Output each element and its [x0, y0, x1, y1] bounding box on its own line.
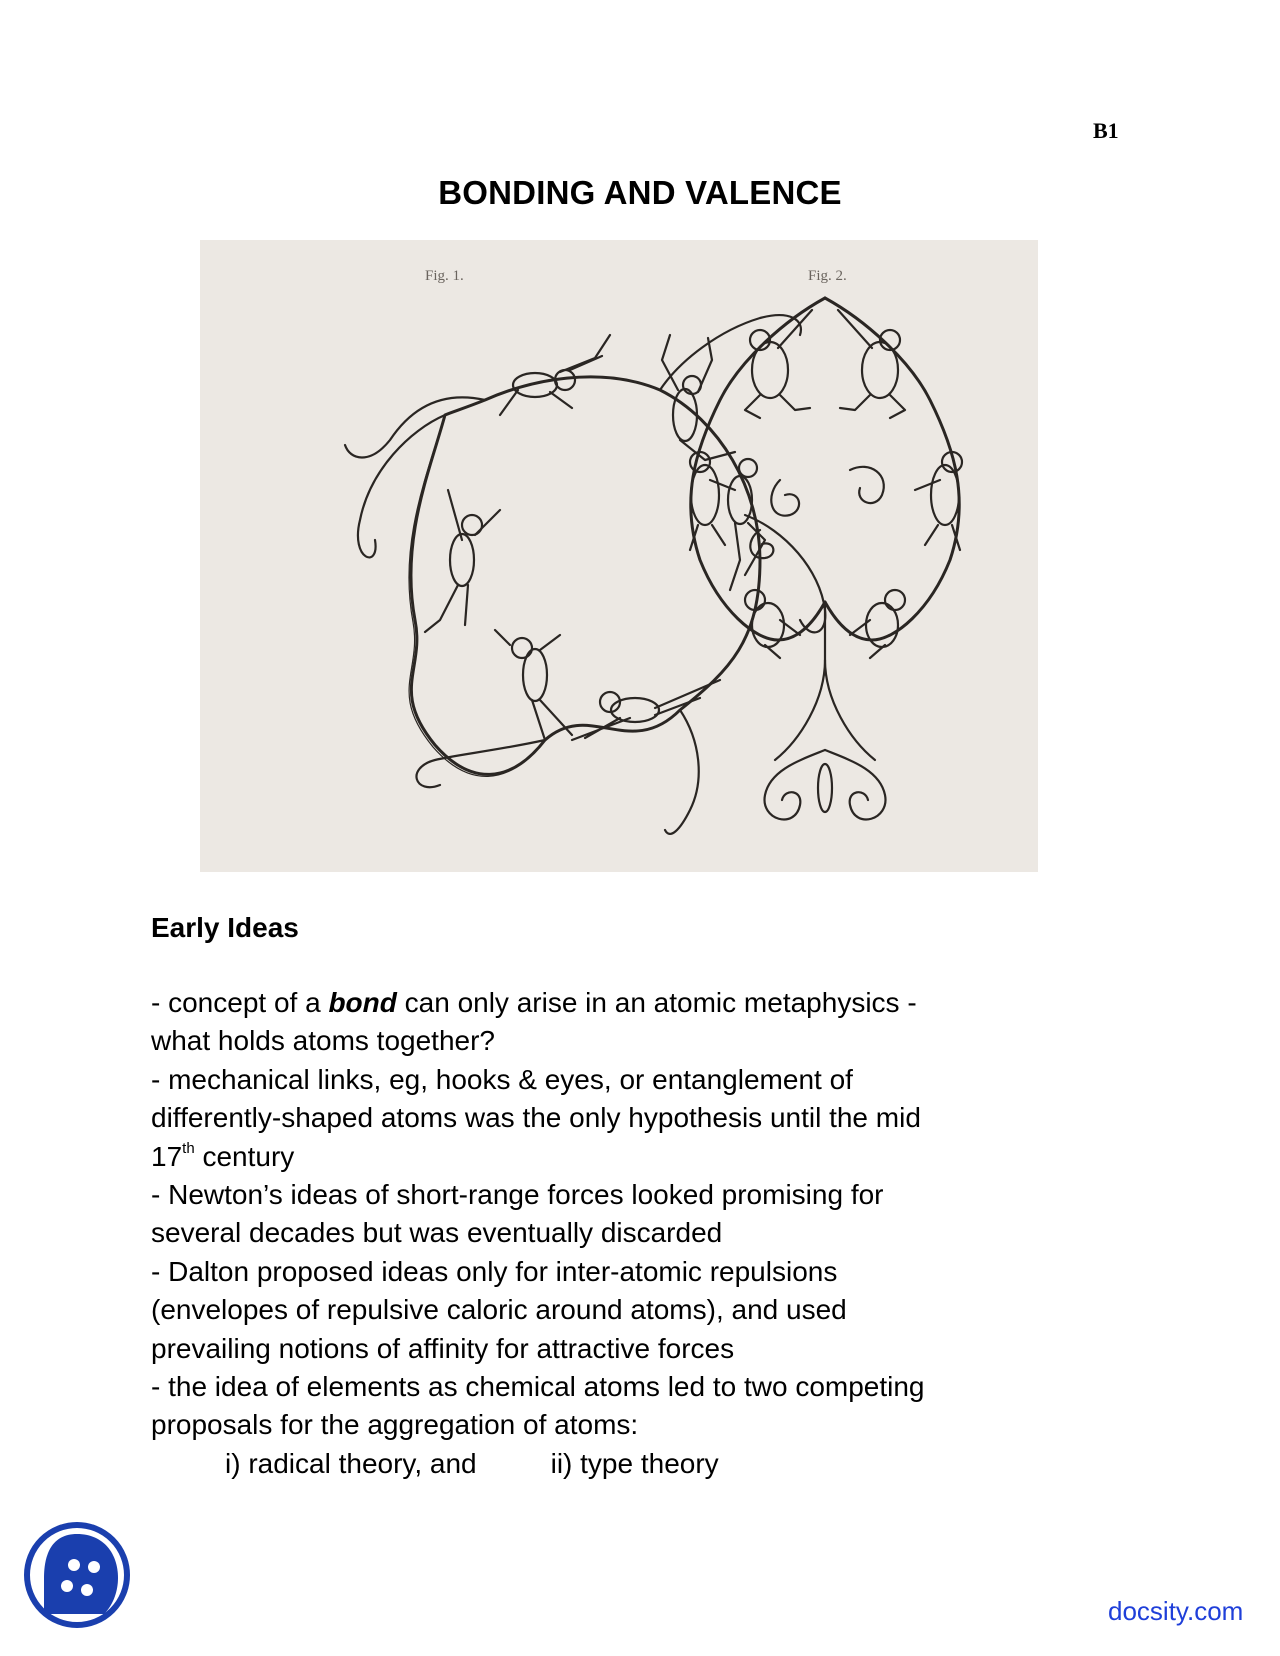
section-heading: Early Ideas: [151, 912, 299, 943]
text-line: - the idea of elements as chemical atoms led to two competing: [151, 1370, 925, 1402]
list-item: ii) type theory: [550, 1447, 719, 1479]
text-span: 17: [151, 1140, 183, 1172]
text-line: - mechanical links, eg, hooks & eyes, or entanglement of: [151, 1063, 853, 1095]
text-line: differently-shaped atoms was the only hypothesis until the mid: [151, 1102, 921, 1134]
fig1-label: Fig. 1.: [425, 268, 464, 284]
page-number: B1: [1093, 118, 1119, 143]
text-line: [151, 984, 1091, 1022]
text-line: prevailing notions of affinity for attractive forces: [151, 1332, 735, 1364]
text-line: - Dalton proposed ideas only for inter-atomic repulsions: [151, 1255, 838, 1287]
text-line: [151, 1445, 1091, 1483]
fig2-label: Fig. 2.: [808, 268, 847, 284]
fig1-monkey-ring: [345, 315, 825, 834]
text-line: several decades but was eventually discarded: [151, 1217, 723, 1249]
superscript: th: [182, 1139, 195, 1157]
text-span: - concept of a: [151, 987, 329, 1018]
text-line: [151, 1138, 1091, 1176]
list-item: i) radical theory, and: [225, 1447, 477, 1479]
text-line: proposals for the aggregation of atoms:: [151, 1409, 639, 1441]
text-line: - Newton’s ideas of short-range forces looked promising for: [151, 1178, 884, 1210]
illustration-svg: [200, 240, 1038, 872]
text-span: century: [194, 1140, 295, 1172]
docsity-logo-icon[interactable]: [22, 1520, 132, 1630]
page-title: BONDING AND VALENCE: [438, 174, 842, 211]
docsity-link[interactable]: docsity.com: [1108, 1596, 1244, 1626]
emphasis-bond: bond: [328, 987, 397, 1018]
text-line: what holds atoms together?: [151, 1025, 495, 1057]
body-text: [151, 984, 1091, 1483]
monkey-ring-illustration: [200, 240, 1038, 872]
text-line: (envelopes of repulsive caloric around atoms), and used: [151, 1294, 847, 1326]
fig2-monkey-rings: [690, 298, 962, 819]
text-span: can only arise in an atomic metaphysics -: [396, 987, 917, 1018]
